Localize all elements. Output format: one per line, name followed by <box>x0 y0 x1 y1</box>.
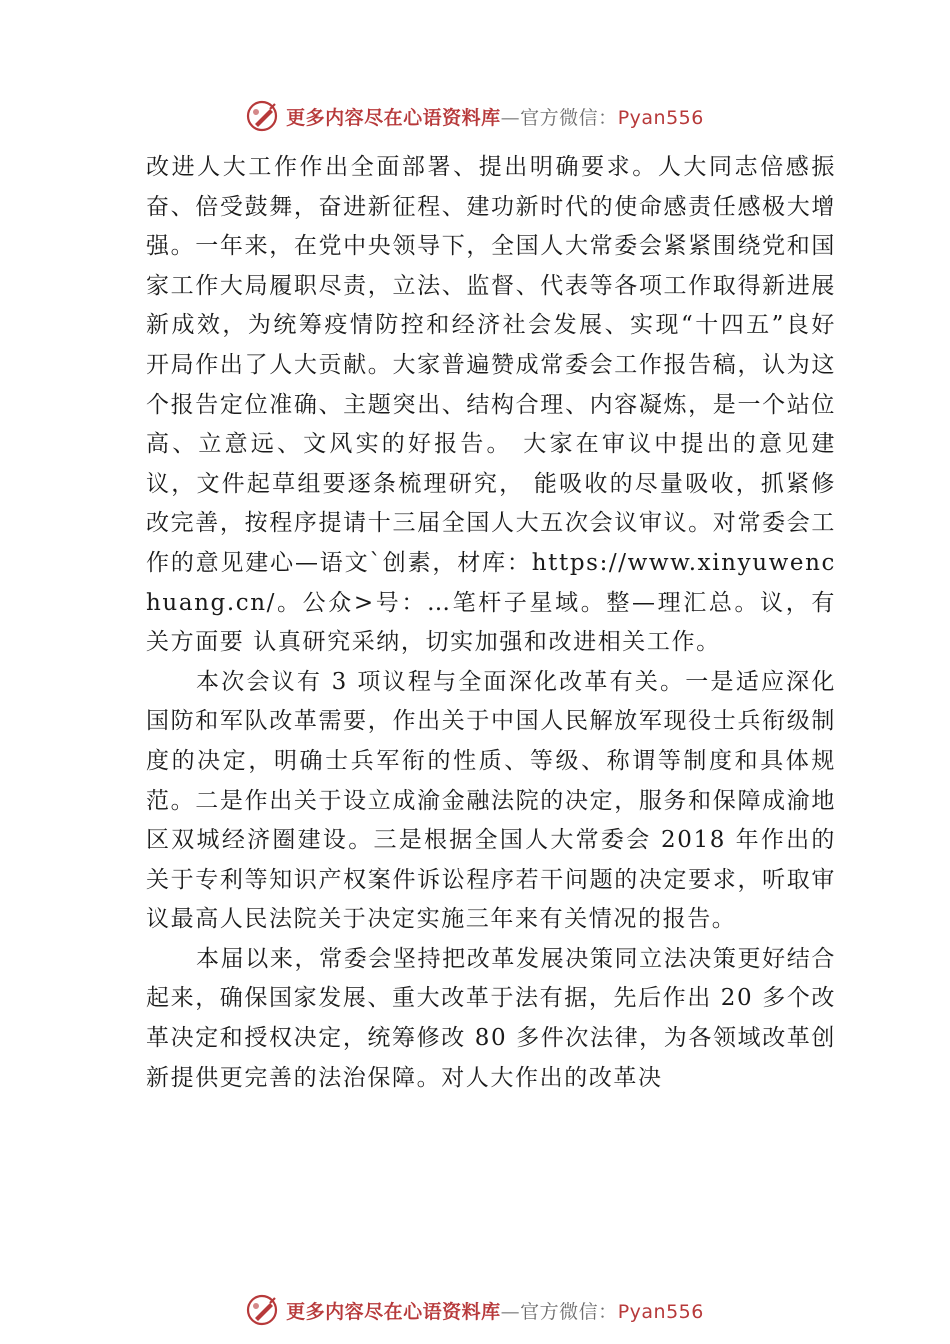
pen-logo-icon <box>246 1293 280 1327</box>
paragraph-2: 本次会议有 3 项议程与全面深化改革有关。一是适应深化国防和军队改革需要，作出关于中国人民解放军现役士兵衔级制度的决定，明确士兵军衔的性质、等级、称谓等制度和具体规范。二是作出关于设立成渝金融法院的决定，服务和保障成渝地区双城经济圈建设。三是根据全国人大常委会 2018 年作出的关于专利等知识产权案件诉讼程序若干问题的决定要求，听取审议最高人民法院关于决定实施三年来有关情况的报告。 <box>146 668 836 933</box>
header-text <box>286 103 704 130</box>
header-brand: 更多内容尽在心语资料库 <box>286 106 501 129</box>
footer-wechat-id: Pyan556 <box>617 1300 704 1323</box>
footer-brand: 更多内容尽在心语资料库 <box>286 1300 501 1323</box>
header-wechat-id: Pyan556 <box>617 106 704 129</box>
paragraph-3: 本届以来，常委会坚持把改革发展决策同立法决策更好结合起来，确保国家发展、重大改革于法有据，先后作出 20 多个改革决定和授权决定，统筹修改 80 多件次法律，为各领域改革创新提供更完善的法治保障。对人大作出的改革决 <box>146 945 836 1091</box>
document-body <box>146 148 836 1098</box>
footer-official-label: 官方微信： <box>520 1300 618 1323</box>
footer-dash: — <box>500 1300 521 1323</box>
footer-text <box>286 1297 704 1324</box>
page-footer <box>0 1290 950 1330</box>
page-header <box>0 96 950 136</box>
header-official-label: 官方微信： <box>520 106 618 129</box>
pen-logo-icon <box>246 99 280 133</box>
paragraph-1: 改进人大工作作出全面部署、提出明确要求。人大同志倍感振奋、倍受鼓舞，奋进新征程、建功新时代的使命感责任感极大增强。一年来，在党中央领导下，全国人大常委会紧紧围绕党和国家工作大局履职尽责，立法、监督、代表等各项工作取得新进展新成效，为统筹疫情防控和经济社会发展、实现“十四五”良好开局作出了人大贡献。大家普遍赞成常委会工作报告稿，认为这个报告定位准确、主题突出、结构合理、内容凝炼，是一个站位高、立意远、文风实的好报告。 大家在审议中提出的意见建议，文件起草组要逐条梳理研究， 能吸收的尽量吸收，抓紧修改完善，按程序提请十三届全国人大五次会议审议。对常委会工作的意见建心—语文`创素，材库：https://www.xinyuwenchuang.cn/。公众>号：…笔杆子星域。整—理汇总。议，有关方面要 认真研究采纳，切实加强和改进相关工作。 <box>146 154 836 656</box>
header-dash: — <box>500 106 521 129</box>
